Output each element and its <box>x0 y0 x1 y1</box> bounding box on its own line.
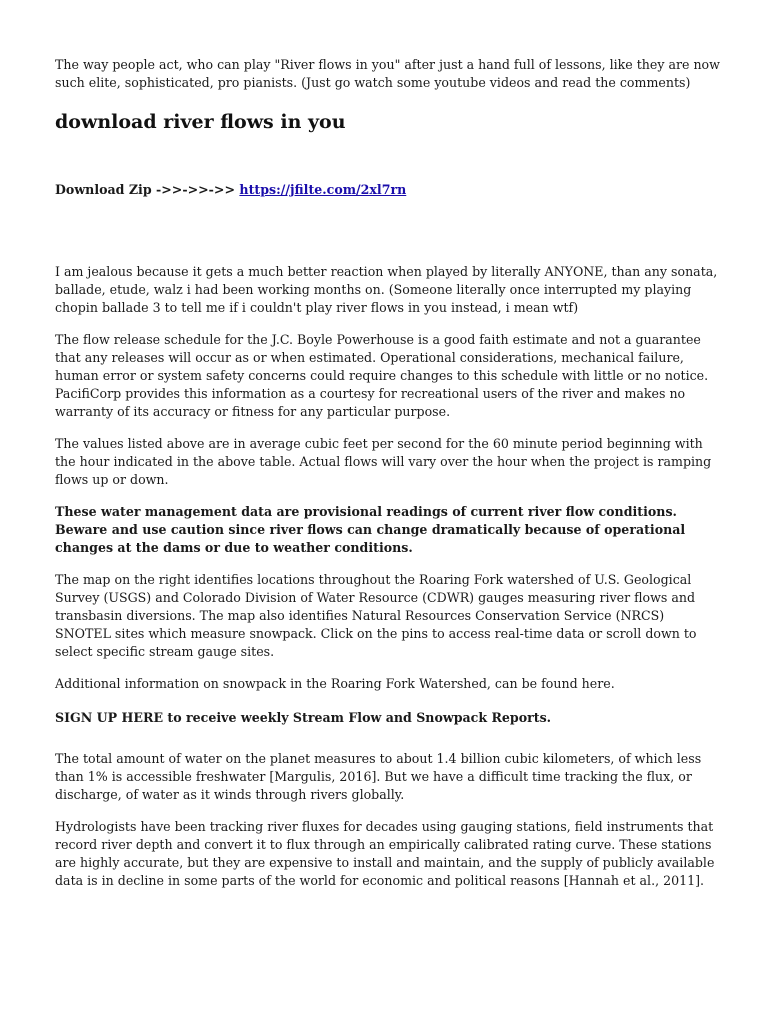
download-label: Download Zip ->>->>->> <box>55 182 240 197</box>
page-title: download river flows in you <box>55 111 346 133</box>
document-body <box>55 56 723 890</box>
paragraph-flow-release: The flow release schedule for the J.C. Boyle Powerhouse is a good faith estimate and not a guarantee that any releases will occur as or when estimated. Operational considerations, mechanical failure, human error or system safety concerns could require changes to this schedule with little or no notice. PacifiCorp provides this information as a courtesy for recreational users of the river and makes no warranty of its accuracy or fitness for any particular purpose. <box>55 332 709 419</box>
paragraph-values-listed: The values listed above are in average cubic feet per second for the 60 minute period beginning with the hour indicated in the above table. Actual flows will vary over the hour when the project is ramping flows up or down. <box>55 436 712 487</box>
paragraph-map: The map on the right identifies locations throughout the Roaring Fork watershed of U.S. Geological Survey (USGS) and Colorado Division of Water Resource (CDWR) gauges measuring river flows and transbasin diversions. The map also identifies Natural Resources Conservation Service (NRCS) SNOTEL sites which measure snowpack. Click on the pins to access real-time data or scroll down to select specific stream gauge sites. <box>55 572 697 659</box>
download-link[interactable]: https://jfilte.com/2xl7rn <box>239 182 407 197</box>
paragraph-hydrologists: Hydrologists have been tracking river fluxes for decades using gauging stations, field instruments that record river depth and convert it to flux through an empirically calibrated rating curve. These stations are highly accurate, but they are expensive to install and maintain, and the supply of publicly available data is in decline in some parts of the world for economic and political reasons [Hannah et al., 2011]. <box>55 819 715 888</box>
paragraph-jealous: I am jealous because it gets a much better reaction when played by literally ANYONE, than any sonata, ballade, etude, walz i had been working months on. (Someone literally once interrupted my playing chopin ballade 3 to tell me if i couldn't play river flows in you instead, i mean wtf) <box>55 264 718 315</box>
intro-paragraph: The way people act, who can play "River flows in you" after just a hand full of lessons, like they are now such elite, sophisticated, pro pianists. (Just go watch some youtube videos and read the comments) <box>55 57 720 90</box>
paragraph-additional: Additional information on snowpack in the Roaring Fork Watershed, can be found here. <box>55 676 615 691</box>
download-line <box>55 181 723 199</box>
paragraph-warning: These water management data are provisional readings of current river flow conditions. Beware and use caution since river flows can change dramatically because of operational changes at the dams or due to weather conditions. <box>55 504 686 555</box>
paragraph-signup: SIGN UP HERE to receive weekly Stream Flow and Snowpack Reports. <box>55 710 552 725</box>
paragraph-total-water: The total amount of water on the planet measures to about 1.4 billion cubic kilometers, of which less than 1% is accessible freshwater [Margulis, 2016]. But we have a difficult time tracking the flux, or discharge, of water as it winds through rivers globally. <box>55 751 702 802</box>
